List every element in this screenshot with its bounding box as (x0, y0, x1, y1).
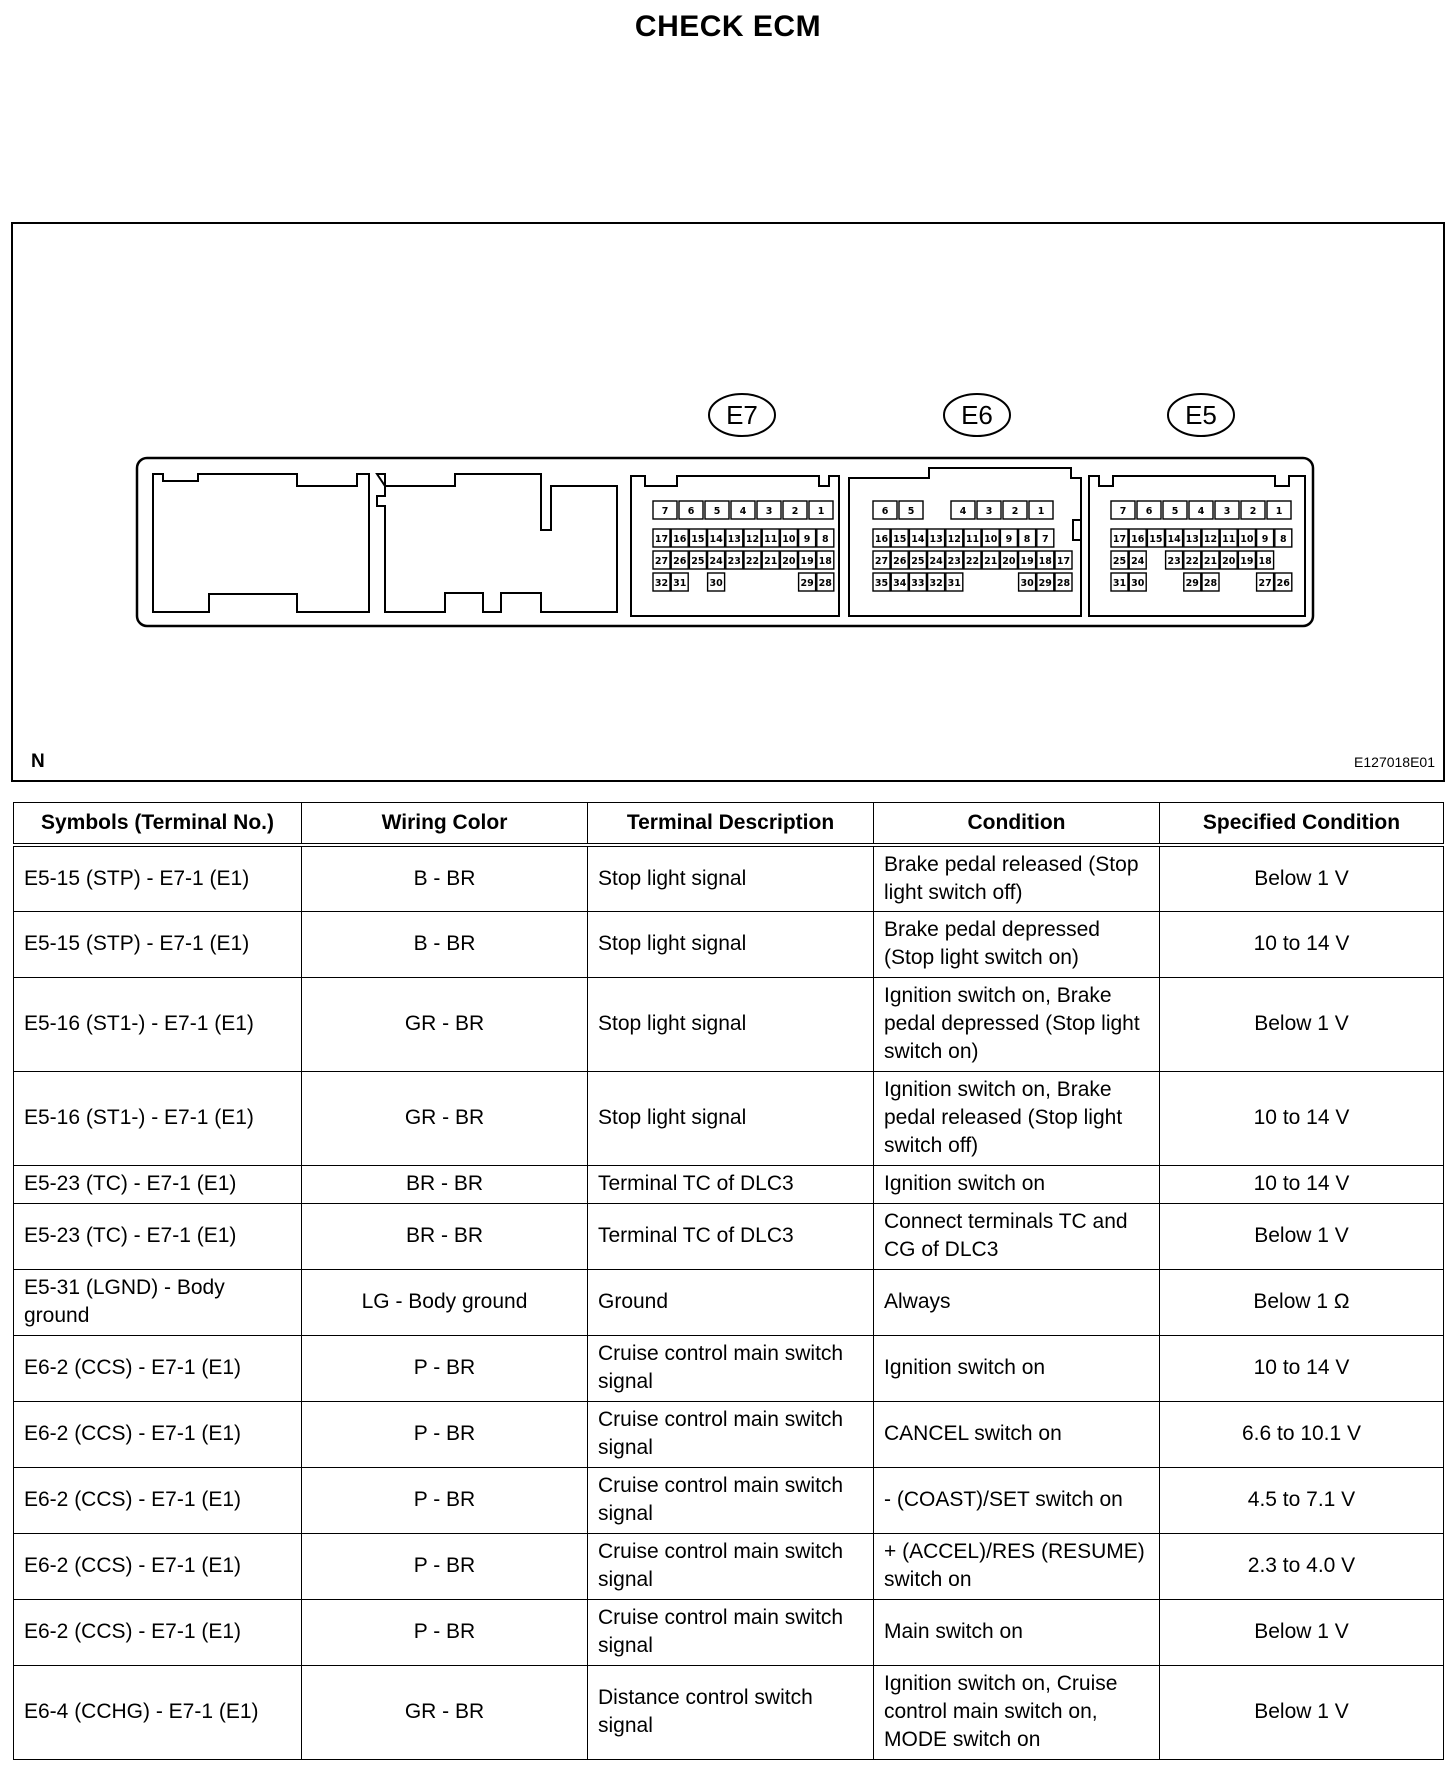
pin-number: 34 (893, 578, 907, 589)
pin-number: 30 (709, 578, 723, 589)
pin-number: 14 (1167, 534, 1181, 545)
cell-specified-condition: Below 1 V (1160, 845, 1444, 911)
pin-number: 10 (1240, 534, 1254, 545)
header-terminal-description: Terminal Description (588, 803, 874, 846)
pin-number: 25 (911, 556, 925, 567)
pin-number: 31 (1112, 578, 1127, 589)
cell-symbols: E5-31 (LGND) - Body ground (14, 1269, 302, 1335)
page-title: CHECK ECM (634, 10, 822, 43)
pin-number: 19 (800, 556, 814, 567)
pin-number: 35 (874, 578, 889, 589)
cell-symbols: E6-2 (CCS) - E7-1 (E1) (14, 1335, 302, 1401)
cell-wiring-color: BR - BR (302, 1203, 588, 1269)
pin-number: 20 (1002, 556, 1016, 567)
figure-code: E127018E01 (1354, 754, 1435, 770)
pin-number: 16 (1131, 534, 1145, 545)
cell-terminal-description: Stop light signal (588, 977, 874, 1071)
pin-number: 20 (782, 556, 796, 567)
pin-number: 17 (1112, 534, 1127, 545)
pin-number: 23 (1167, 556, 1181, 567)
header-specified-condition: Specified Condition (1160, 803, 1444, 846)
pin-number: 11 (965, 534, 980, 545)
spec-table (13, 802, 1444, 1760)
header-wiring-color: Wiring Color (302, 803, 588, 846)
pin-number: 23 (947, 556, 961, 567)
cell-condition: Always (874, 1269, 1160, 1335)
pin-number: 11 (1222, 534, 1236, 545)
pin-number: 13 (727, 534, 741, 545)
table-row (14, 1533, 1444, 1599)
pin-number: 24 (709, 556, 723, 567)
cell-terminal-description: Ground (588, 1269, 874, 1335)
cell-condition: Main switch on (874, 1599, 1160, 1665)
pin-number: 31 (947, 578, 961, 589)
pin-number: 2 (1011, 506, 1019, 517)
cell-specified-condition: 10 to 14 V (1160, 911, 1444, 977)
connector-diagram (11, 222, 1445, 782)
pin-number: 21 (1203, 556, 1218, 567)
cell-specified-condition: 10 to 14 V (1160, 1071, 1444, 1165)
pin-number: 3 (765, 506, 773, 517)
pin-number: 12 (745, 534, 760, 545)
pin-number: 26 (893, 556, 907, 567)
connector-label: E5 (1185, 400, 1217, 430)
cell-wiring-color: B - BR (302, 911, 588, 977)
cell-symbols: E6-2 (CCS) - E7-1 (E1) (14, 1533, 302, 1599)
pin-number: 4 (1197, 506, 1205, 517)
cell-terminal-description: Terminal TC of DLC3 (588, 1203, 874, 1269)
cell-terminal-description: Cruise control main switch signal (588, 1467, 874, 1533)
pin-number: 8 (1279, 534, 1287, 545)
pin-number: 32 (654, 578, 669, 589)
pin-number: 27 (654, 556, 669, 567)
table-row (14, 1203, 1444, 1269)
pin-number: 13 (929, 534, 943, 545)
pin-number: 6 (687, 506, 695, 517)
pin-number: 1 (1037, 506, 1045, 517)
pin-number: 1 (1275, 506, 1283, 517)
pin-number: 21 (764, 556, 778, 567)
ecm-connector-drawing (13, 224, 1443, 780)
pin-number: 18 (1038, 556, 1052, 567)
pin-number: 29 (1038, 578, 1052, 589)
cell-symbols: E6-4 (CCHG) - E7-1 (E1) (14, 1665, 302, 1759)
cell-terminal-description: Cruise control main switch signal (588, 1335, 874, 1401)
cell-symbols: E6-2 (CCS) - E7-1 (E1) (14, 1401, 302, 1467)
pin-number: 27 (874, 556, 889, 567)
cell-terminal-description: Distance control switch signal (588, 1665, 874, 1759)
pin-number: 7 (1119, 506, 1127, 517)
cell-wiring-color: GR - BR (302, 977, 588, 1071)
pin-number: 7 (661, 506, 669, 517)
cell-terminal-description: Terminal TC of DLC3 (588, 1165, 874, 1203)
cell-specified-condition: Below 1 Ω (1160, 1269, 1444, 1335)
pin-number: 29 (800, 578, 814, 589)
header-symbols: Symbols (Terminal No.) (14, 803, 302, 846)
pin-number: 26 (673, 556, 687, 567)
pin-number: 19 (1020, 556, 1034, 567)
cell-wiring-color: P - BR (302, 1467, 588, 1533)
cell-symbols: E5-23 (TC) - E7-1 (E1) (14, 1203, 302, 1269)
pin-number: 21 (984, 556, 998, 567)
pin-number: 6 (1145, 506, 1153, 517)
pin-number: 9 (803, 534, 811, 545)
pin-number: 33 (911, 578, 925, 589)
cell-specified-condition: Below 1 V (1160, 1203, 1444, 1269)
table-header-row (14, 803, 1444, 846)
pin-number: 10 (782, 534, 796, 545)
pin-number: 15 (691, 534, 705, 545)
pin-number: 28 (1203, 578, 1218, 589)
cell-specified-condition: 10 to 14 V (1160, 1165, 1444, 1203)
cell-specified-condition: 10 to 14 V (1160, 1335, 1444, 1401)
pin-number: 29 (1185, 578, 1199, 589)
cell-wiring-color: GR - BR (302, 1071, 588, 1165)
cell-specified-condition: Below 1 V (1160, 1599, 1444, 1665)
pin-number: 20 (1222, 556, 1236, 567)
cell-terminal-description: Cruise control main switch signal (588, 1401, 874, 1467)
cell-terminal-description: Cruise control main switch signal (588, 1533, 874, 1599)
pin-number: 25 (691, 556, 705, 567)
cell-terminal-description: Stop light signal (588, 911, 874, 977)
pin-number: 17 (1056, 556, 1071, 567)
cell-specified-condition: 4.5 to 7.1 V (1160, 1467, 1444, 1533)
pin-number: 30 (1131, 578, 1145, 589)
cell-wiring-color: LG - Body ground (302, 1269, 588, 1335)
cell-wiring-color: B - BR (302, 845, 588, 911)
table-row (14, 845, 1444, 911)
cell-condition: - (COAST)/SET switch on (874, 1467, 1160, 1533)
pin-number: 14 (709, 534, 723, 545)
pin-number: 22 (965, 556, 980, 567)
pin-number: 16 (874, 534, 889, 545)
pin-number: 12 (947, 534, 961, 545)
pin-number: 5 (713, 506, 721, 517)
cell-symbols: E5-23 (TC) - E7-1 (E1) (14, 1165, 302, 1203)
cell-condition: Ignition switch on (874, 1335, 1160, 1401)
cell-condition: + (ACCEL)/RES (RESUME) switch on (874, 1533, 1160, 1599)
pin-number: 9 (1005, 534, 1013, 545)
pin-number: 26 (1276, 578, 1290, 589)
table-row (14, 1401, 1444, 1467)
pin-number: 3 (985, 506, 993, 517)
pin-number: 27 (1258, 578, 1272, 589)
pin-number: 14 (911, 534, 925, 545)
pin-number: 5 (1171, 506, 1179, 517)
cell-specified-condition: Below 1 V (1160, 1665, 1444, 1759)
cell-wiring-color: P - BR (302, 1401, 588, 1467)
cell-symbols: E5-15 (STP) - E7-1 (E1) (14, 911, 302, 977)
cell-specified-condition: 6.6 to 10.1 V (1160, 1401, 1444, 1467)
pin-number: 18 (818, 556, 832, 567)
pin-number: 25 (1112, 556, 1127, 567)
connector-label: E6 (961, 400, 993, 430)
pin-number: 2 (791, 506, 799, 517)
cell-symbols: E5-16 (ST1-) - E7-1 (E1) (14, 1071, 302, 1165)
cell-condition: Ignition switch on (874, 1165, 1160, 1203)
cell-condition: Connect terminals TC and CG of DLC3 (874, 1203, 1160, 1269)
pin-number: 28 (818, 578, 832, 589)
cell-wiring-color: GR - BR (302, 1665, 588, 1759)
cell-terminal-description: Stop light signal (588, 845, 874, 911)
pin-number: 4 (959, 506, 967, 517)
pin-number: 31 (673, 578, 687, 589)
pin-number: 18 (1258, 556, 1272, 567)
table-row (14, 1071, 1444, 1165)
header-condition: Condition (874, 803, 1160, 846)
pin-number: 8 (821, 534, 829, 545)
cell-symbols: E6-2 (CCS) - E7-1 (E1) (14, 1599, 302, 1665)
table-row (14, 1165, 1444, 1203)
cell-condition: CANCEL switch on (874, 1401, 1160, 1467)
pin-number: 15 (893, 534, 907, 545)
pin-number: 16 (673, 534, 687, 545)
pin-number: 15 (1149, 534, 1163, 545)
cell-symbols: E5-15 (STP) - E7-1 (E1) (14, 845, 302, 911)
pin-number: 4 (739, 506, 747, 517)
pin-number: 5 (907, 506, 915, 517)
pin-number: 24 (1131, 556, 1145, 567)
cell-symbols: E6-2 (CCS) - E7-1 (E1) (14, 1467, 302, 1533)
pin-number: 30 (1020, 578, 1034, 589)
pin-number: 3 (1223, 506, 1231, 517)
cell-condition: Brake pedal depressed (Stop light switch on) (874, 911, 1160, 977)
pin-number: 8 (1023, 534, 1031, 545)
pin-number: 12 (1203, 534, 1218, 545)
pin-number: 10 (984, 534, 998, 545)
pin-number: 13 (1185, 534, 1199, 545)
pin-number: 22 (745, 556, 760, 567)
cell-wiring-color: P - BR (302, 1335, 588, 1401)
table-row (14, 1599, 1444, 1665)
cell-specified-condition: Below 1 V (1160, 977, 1444, 1071)
cell-wiring-color: P - BR (302, 1599, 588, 1665)
pin-number: 2 (1249, 506, 1257, 517)
pin-number: 7 (1041, 534, 1049, 545)
cell-condition: Ignition switch on, Brake pedal released (Stop light switch off) (874, 1071, 1160, 1165)
pin-number: 28 (1056, 578, 1071, 589)
figure-corner-label: N (31, 751, 45, 772)
cell-condition: Ignition switch on, Brake pedal depressed (Stop light switch on) (874, 977, 1160, 1071)
cell-specified-condition: 2.3 to 4.0 V (1160, 1533, 1444, 1599)
pin-number: 17 (654, 534, 669, 545)
table-row (14, 911, 1444, 977)
cell-wiring-color: P - BR (302, 1533, 588, 1599)
pin-number: 11 (764, 534, 778, 545)
cell-terminal-description: Stop light signal (588, 1071, 874, 1165)
cell-symbols: E5-16 (ST1-) - E7-1 (E1) (14, 977, 302, 1071)
pin-number: 22 (1185, 556, 1199, 567)
pin-number: 32 (929, 578, 943, 589)
table-row (14, 1269, 1444, 1335)
cell-condition: Ignition switch on, Cruise control main switch on, MODE switch on (874, 1665, 1160, 1759)
pin-number: 1 (817, 506, 825, 517)
pin-number: 24 (929, 556, 943, 567)
table-row (14, 1467, 1444, 1533)
cell-terminal-description: Cruise control main switch signal (588, 1599, 874, 1665)
pin-number: 6 (881, 506, 889, 517)
table-row (14, 1665, 1444, 1759)
cell-condition: Brake pedal released (Stop light switch off) (874, 845, 1160, 911)
connector-label: E7 (726, 400, 758, 430)
pin-number: 9 (1261, 534, 1269, 545)
table-row (14, 1335, 1444, 1401)
pin-number: 23 (727, 556, 741, 567)
cell-wiring-color: BR - BR (302, 1165, 588, 1203)
pin-number: 19 (1240, 556, 1254, 567)
table-row (14, 977, 1444, 1071)
